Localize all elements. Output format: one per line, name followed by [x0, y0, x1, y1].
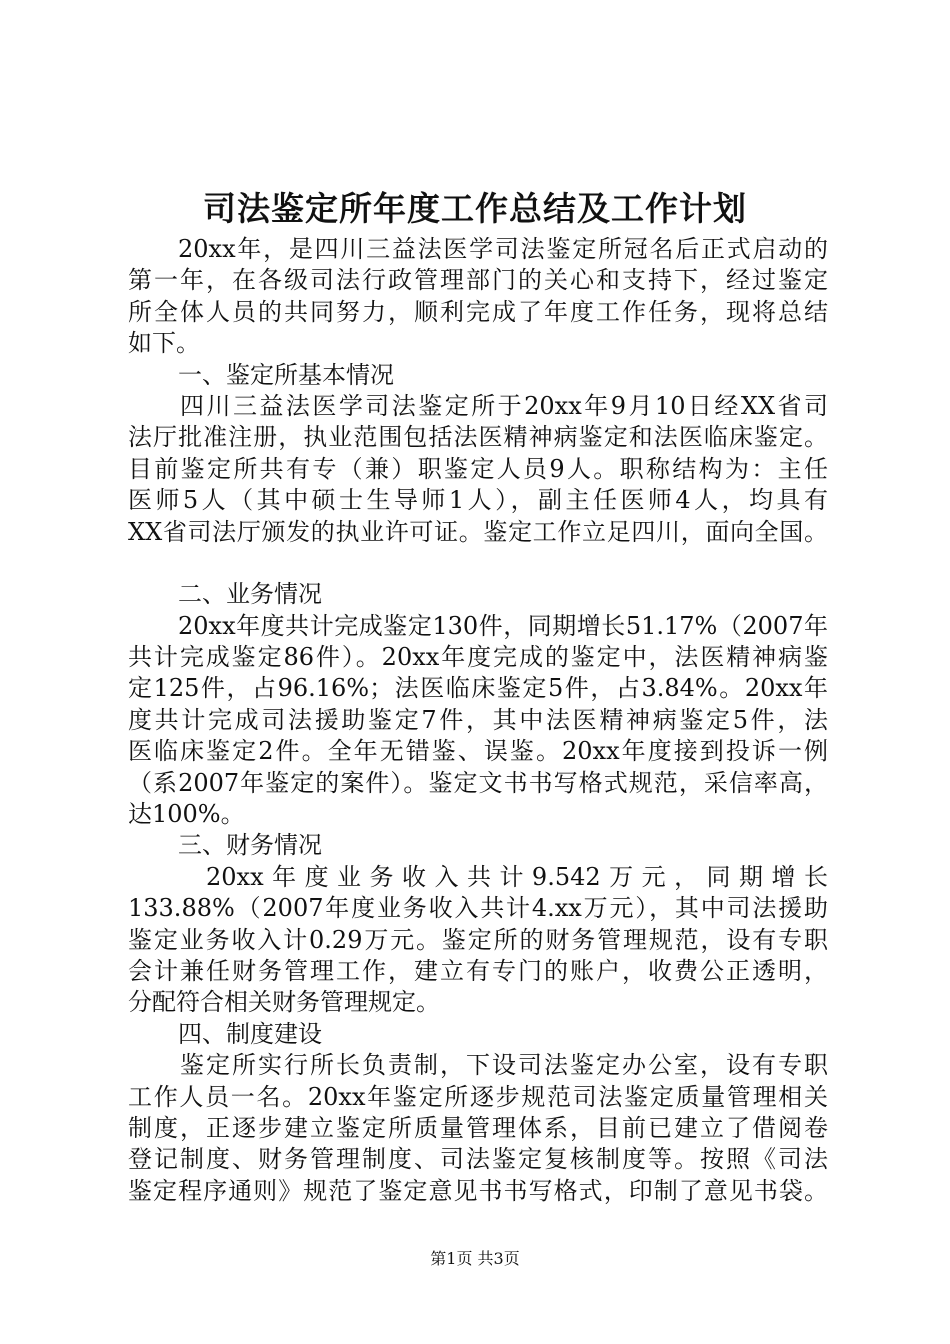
paragraph-line: 20xx年，是四川三益法医学司法鉴定所冠名后正式启动的	[178, 235, 828, 263]
section-1-paragraph	[128, 391, 828, 548]
section-4-paragraph	[128, 1050, 828, 1207]
paragraph-line: （系2007年鉴定的案件）。鉴定文书书写格式规范，采信率高，	[128, 768, 828, 797]
paragraph-line: 分配符合相关财务管理规定。	[128, 988, 440, 1017]
paragraph-line: 医师5人（其中硕士生导师1人），副主任医师4人，均具有	[128, 486, 828, 515]
paragraph-line: 制度，正逐步建立鉴定所质量管理体系，目前已建立了借阅卷	[128, 1113, 828, 1142]
paragraph-line: XX省司法厅颁发的执业许可证。鉴定工作立足四川，面向全国。	[128, 517, 828, 546]
document-body	[128, 234, 828, 1207]
paragraph-line: 工作人员一名。20xx年鉴定所逐步规范司法鉴定质量管理相关	[128, 1082, 828, 1111]
paragraph-line: 登记制度、财务管理制度、司法鉴定复核制度等。按照《司法	[128, 1145, 828, 1174]
paragraph-line: 所全体人员的共同努力，顺利完成了年度工作任务，现将总结	[128, 297, 828, 326]
section-3-paragraph	[128, 862, 828, 1019]
paragraph-line: 鉴定程序通则》规范了鉴定意见书书写格式，印制了意见书袋。	[128, 1176, 828, 1205]
paragraph-line: 四川三益法医学司法鉴定所于20xx年9月10日经XX省司	[180, 391, 828, 420]
section-heading-3: 三、财务情况	[178, 831, 322, 860]
paragraph-line: 定125件，占96.16%；法医临床鉴定5件，占3.84%。20xx年	[128, 674, 828, 703]
intro-paragraph	[128, 234, 828, 360]
paragraph-line: 20xx年度共计完成鉴定130件，同期增长51.17%（2007年	[178, 611, 828, 640]
page-number-footer: 第1页 共3页	[430, 1249, 520, 1268]
paragraph-line: 鉴定业务收入计0.29万元。鉴定所的财务管理规范，设有专职	[128, 925, 828, 954]
section-heading-1: 一、鉴定所基本情况	[178, 360, 394, 389]
paragraph-line: 133.88%（2007年度业务收入共计4.xx万元），其中司法援助	[128, 894, 828, 923]
section-heading-2: 二、业务情况	[178, 580, 322, 609]
paragraph-line: 共计完成鉴定86件）。20xx年度完成的鉴定中，法医精神病鉴	[128, 643, 828, 672]
paragraph-line: 法厅批准注册，执业范围包括法医精神病鉴定和法医临床鉴定。	[128, 423, 828, 452]
section-heading-4: 四、制度建设	[178, 1019, 322, 1048]
paragraph-line: 会计兼任财务管理工作，建立有专门的账户，收费公正透明，	[128, 956, 828, 985]
paragraph-line: 目前鉴定所共有专（兼）职鉴定人员9人。职称结构为：主任	[128, 454, 828, 483]
paragraph-line: 度共计完成司法援助鉴定7件，其中法医精神病鉴定5件，法	[128, 705, 828, 734]
paragraph-line: 达100%。	[128, 800, 245, 829]
paragraph-line: 如下。	[128, 329, 200, 358]
paragraph-line: 20xx年度业务收入共计9.542万元，同期增长	[206, 862, 828, 891]
paragraph-line: 鉴定所实行所长负责制，下设司法鉴定办公室，设有专职	[180, 1051, 828, 1080]
blank-line	[128, 548, 828, 579]
paragraph-line: 第一年，在各级司法行政管理部门的关心和支持下，经过鉴定	[128, 266, 828, 295]
document-title: 司法鉴定所年度工作总结及工作计划	[203, 189, 747, 228]
paragraph-line: 医临床鉴定2件。全年无错鉴、误鉴。20xx年度接到投诉一例	[128, 737, 828, 766]
section-2-paragraph	[128, 611, 828, 831]
